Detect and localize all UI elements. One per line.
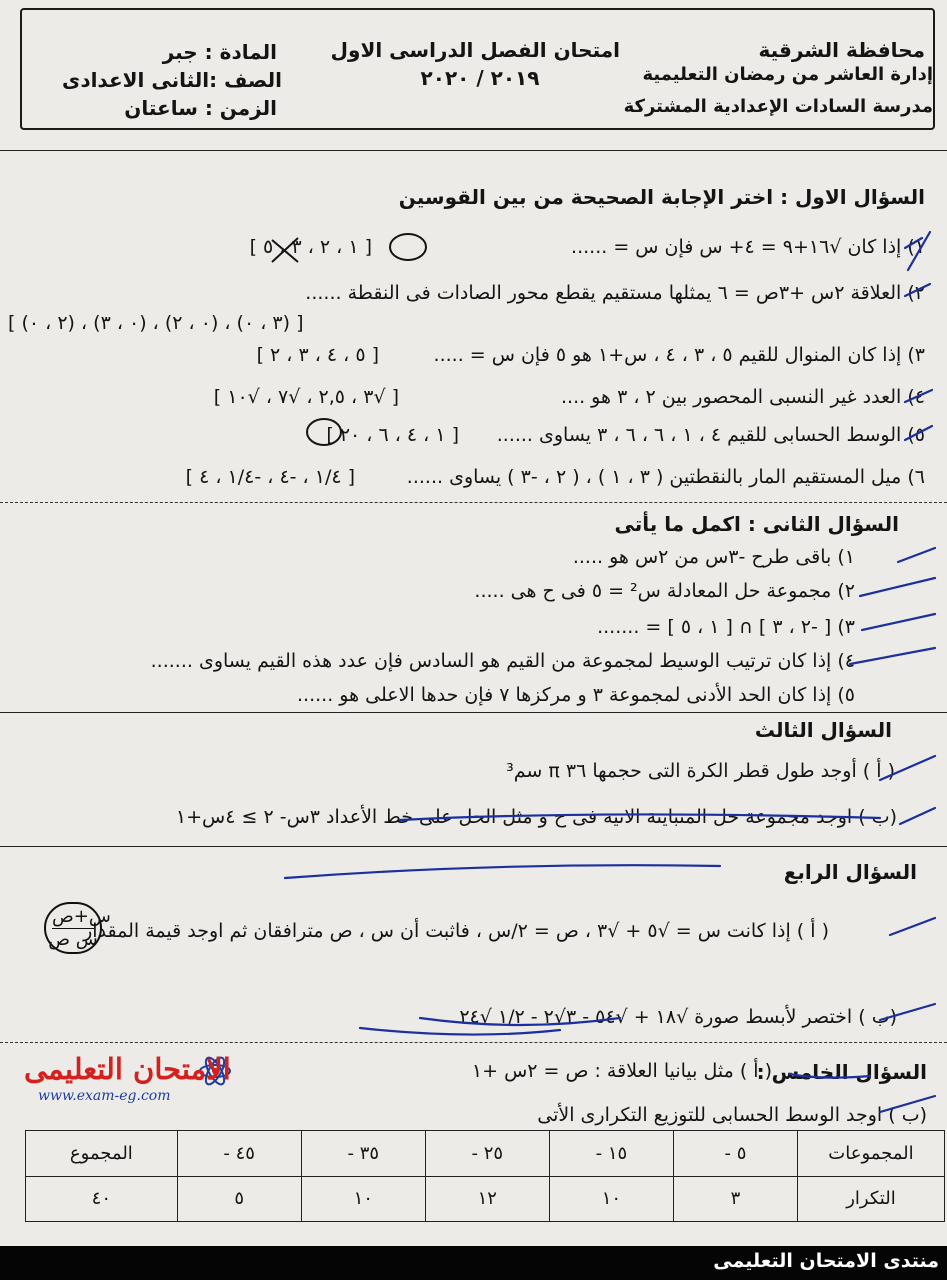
q4-part-a: ( أ ) إذا كانت س = √٥ + √٣ ، ص = ٢/س ، فاثبت أن س ، ص مترافقان ثم اوجد قيمة المقدار	[83, 920, 829, 942]
q1-item-4: ٤) العدد غير النسبى المحصور بين ٢ ، ٣ هو ....	[560, 386, 925, 408]
administration: إدارة العاشر من رمضان التعليمية	[642, 64, 933, 85]
school-name: مدرسة السادات الإعدادية المشتركة	[623, 96, 933, 117]
table-cell: ٥ -	[673, 1131, 797, 1177]
q1-choices-4: [ √٣ ، ٢,٥ ، √٧ ، √١٠ ]	[213, 386, 399, 408]
q3-part-b: (ب ) اوجد مجموعة حل المتباينة الاتيه فى ح و مثل الحل على خط الأعداد ٣س- ٢ ≥ ٤س+١	[175, 806, 897, 828]
q2-item-1: ١) باقى طرح -٣س من ٢س هو .....	[572, 546, 855, 568]
logo-text: الامتحان التعليمى	[24, 1052, 231, 1086]
frequency-table	[25, 1130, 945, 1222]
q1-item-5: ٥) الوسط الحسابى للقيم ٤ ، ١ ، ٦ ، ٦ ، ٣ يساوى ......	[496, 424, 925, 446]
q1-item-3: ٣) إذا كان المنوال للقيم ٥ ، ٣ ، ٤ ، س+١ هو ٥ فإن س = .....	[433, 344, 925, 366]
table-cell: ٢٥ -	[425, 1131, 549, 1177]
q5-part-a: ( أ ) مثل بيانيا العلاقة : ص = ٢س +١	[471, 1060, 772, 1082]
table-cell: ٣٥ -	[301, 1131, 425, 1177]
q1-title: السؤال الاول : اختر الإجابة الصحيحة من بين القوسين	[398, 185, 925, 209]
q2-item-4: ٤) إذا كان ترتيب الوسيط لمجموعة من القيم هو السادس فإن عدد هذه القيم يساوى .......	[150, 650, 855, 672]
q2-item-2: ٢) مجموعة حل المعادلة س² = ٥ فى ح هى .....	[474, 580, 855, 602]
section-divider-3	[0, 846, 947, 847]
table-row	[26, 1176, 945, 1222]
table-row	[26, 1131, 945, 1177]
table-cell: ١٥ -	[549, 1131, 673, 1177]
row-label-groups: المجموعات	[797, 1131, 944, 1177]
section-divider-4	[0, 1042, 947, 1043]
exam-year: ٢٠١٩ / ٢٠٢٠	[420, 66, 540, 90]
q1-item-2: ٢) العلاقة ٢س +٣ص = ٦ يمثلها مستقيم يقطع محور الصادات فى النقطة ......	[305, 282, 925, 304]
q1-choices-6: [ ١/٤ ، -٤ ، -١/٤ ، ٤ ]	[185, 466, 355, 488]
q5-part-b: (ب ) اوجد الوسط الحسابى للتوزيع التكرارى الأتى	[537, 1104, 927, 1126]
table-cell: ٥	[177, 1176, 301, 1222]
q1-item-6: ٦) ميل المستقيم المار بالنقطتين ( ٣ ، ١ ) ، ( ٢ ، -٣ ) يساوى ......	[406, 466, 925, 488]
q2-item-3: ٣) [ -٢ ، ٣ ] ∩ [ ١ ، ٥ ] = .......	[597, 616, 855, 638]
table-cell: ٣	[673, 1176, 797, 1222]
q2-item-5: ٥) إذا كان الحد الأدنى لمجموعة ٣ و مركزها ٧ فإن حدها الاعلى هو ......	[297, 684, 855, 706]
header-divider	[0, 150, 947, 151]
q5-title: السؤال الخامس :	[756, 1060, 927, 1084]
footer-text: منتدى الامتحان التعليمى	[713, 1250, 939, 1272]
exam-title: امتحان الفصل الدراسى الاول	[330, 38, 620, 62]
q1-choices-3: [ ٥ ، ٤ ، ٣ ، ٢ ]	[256, 344, 379, 366]
q1-choices-2: [ (٣ ، ٠) ، (٠ ، ٢) ، (٠ ، ٣) ، (٢ ، ٠) ]	[8, 312, 304, 334]
table-cell: ٤٥ -	[177, 1131, 301, 1177]
row-label-frequency: التكرار	[797, 1176, 944, 1222]
q4-fraction-bottom: س ص	[48, 929, 98, 950]
logo-url: www.exam-eg.com	[38, 1088, 171, 1104]
q4-part-b: (ب ) اختصر لأبسط صورة √١٨ + √٥٤ - ٣√٢ - ١/٢ √٢٤	[459, 1006, 897, 1028]
exam-time: الزمن : ساعتان	[124, 96, 277, 120]
governorate: محافظة الشرقية	[758, 38, 925, 62]
q1-choices-5: [ ١ ، ٤ ، ٦ ، ٢٠ ]	[326, 424, 459, 446]
table-total-label: المجموع	[26, 1131, 178, 1177]
table-cell: ١٢	[425, 1176, 549, 1222]
table-cell: ١٠	[549, 1176, 673, 1222]
grade: الصف :الثانى الاعدادى	[61, 68, 282, 92]
q1-item-1: ١) إذا كان √١٦+٩ = ٤+ س فإن س = ......	[571, 236, 925, 258]
table-total-value: ٤٠	[26, 1176, 178, 1222]
section-divider-1	[0, 502, 947, 503]
section-divider-2	[0, 712, 947, 713]
q2-title: السؤال الثانى : اكمل ما يأتى	[614, 512, 899, 536]
q1-choices-1: [ ١ ، ٢ ، ٣ ، ٥ ]	[249, 236, 372, 258]
q3-part-a: ( أ ) أوجد طول قطر الكرة التى حجمها ٣٦ π سم³	[506, 760, 895, 782]
q3-title: السؤال الثالث	[754, 718, 892, 742]
subject: المادة : جبر	[162, 40, 277, 64]
q4-expression-circle	[44, 902, 111, 954]
table-cell: ١٠	[301, 1176, 425, 1222]
q4-fraction-top: س+ص	[52, 906, 111, 927]
q4-title: السؤال الرابع	[783, 860, 917, 884]
